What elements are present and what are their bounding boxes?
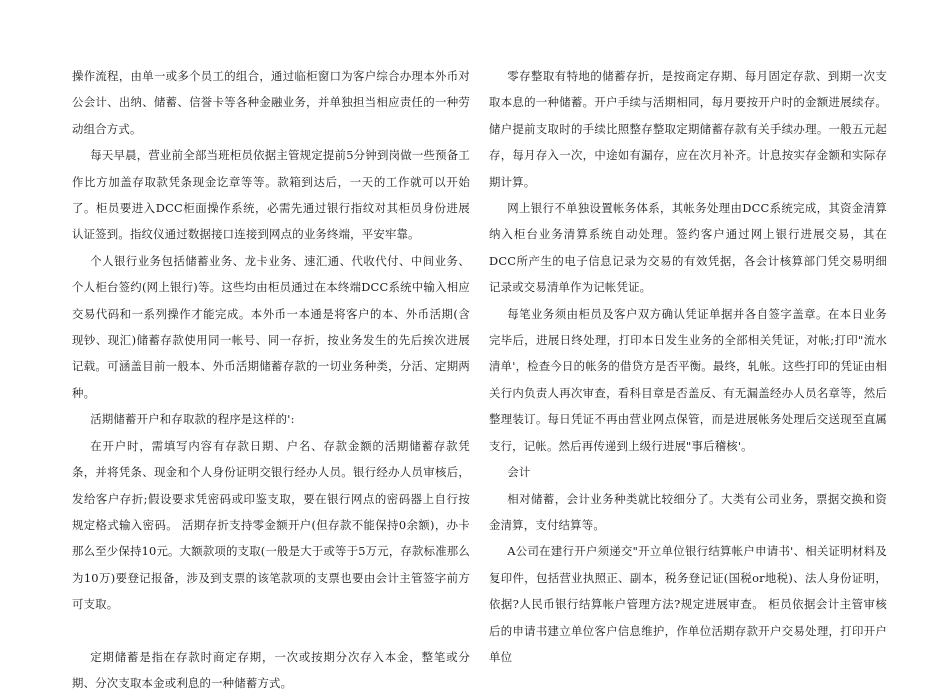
paragraph-current-deposit-intro: 活期储蓄开户和存取款的程序是这样的': [90,412,295,427]
paragraph-accounting-business: 相对储蓄，会计业务种类就比较细分了。大类有公司业务，票据交换和资金清算，支付结算等。 [489,491,887,532]
left-column [72,63,470,696]
paragraph-account-opening: 在开户时，需填写内容有存款日期、户名、存款金额的活期储蓄存款凭条，并将凭条、现金和个人身份证明交银行经办人员。银行经办人员审核后，发给客户存折;假设要求凭密码或印鉴支取，要在银行网点的密码器上自行按规定格式输入密码。 活期存折支持零金额开户(但存款不能保持0余额)，办卡那么至少保持10元。大额款项的支取(一般是大于或等于5万元，存款标准那么为10万)要登记报备，涉及到支票的该笔款项的支票也要由会计主管签字前方可支取。 [72,438,470,612]
paragraph-installment-deposit: 零存整取有特地的储蓄存折，是按商定存期、每月固定存款、到期一次支取本息的一种储蓄。开户手续与活期相同，每月要按开户时的金额进展续存。储户提前支取时的手续比照整存整取定期储蓄存款有关手续办理。一般五元起存，每月存入一次，中途如有漏存，应在次月补齐。计息按实存金额和实际存期计算。 [489,69,887,189]
paragraph-morning-routine: 每天早晨，营业前全部当班柜员依据主管规定提前5分钟到岗做一些预备工作比方加盖存取款凭条现金讫章等等。款箱到达后，一天的工作就可以开始了。柜员要进入DCC柜面操作系统，必需先通过银行指纹对其柜员身份进展认证签到。指纹仪通过数据接口连接到网点的业务终端，平安牢靠。 [72,148,470,242]
section-heading-accounting: 会计 [507,465,531,480]
paragraph-daily-closing: 每笔业务须由柜员及客户双方确认凭证单据并各自签字盖章。在本日业务完毕后，进展日终处理，打印本日发生业务的全部相关凭证，对帐;打印"流水清单'，检查今日的帐务的借贷方是否平衡。最终，轧帐。这些打印的凭证由相关行内负责人再次审查，看科目章是否盖反、有无漏盖经办人员名章等，然后整理装订。每日凭证不再由营业网点保管，而是进展帐务处理后交送现至直属支行，记帐。然后再传递到上级行进展"事后稽核'。 [489,306,887,453]
blank-line [72,618,470,644]
right-column [489,63,887,670]
paragraph-teller-definition: 操作流程，由单一或多个员工的组合，通过临柜窗口为客户综合办理本外币对公会计、出纳、储蓄、信誉卡等各种金融业务，并单独担当相应责任的一种劳动组合方式。 [72,69,470,136]
paragraph-online-banking: 网上银行不单独设置帐务体系，其帐务处理由DCC系统完成，其资金清算纳入柜台业务清算系统自动处理。签约客户通过网上银行进展交易，其在DCC所产生的电子信息记录为交易的有效凭据，各会计核算部门凭交易明细记录或交易清单作为记帐凭证。 [489,201,887,295]
paragraph-personal-banking: 个人银行业务包括储蓄业务、龙卡业务、速汇通、代收代付、中间业务、个人柜台签约(网上银行)等。这些均由柜员通过在本终端DCC系统中输入相应交易代码和一系列操作才能完成。本外币一本通是将客户的本、外币活期(含现钞、现汇)储蓄存款使用同一帐号、同一存折，按业务发生的先后挨次进展记载。可涵盖目前一般本、外币活期储蓄存款的一切业务种类，分活、定期两种。 [72,253,470,400]
paragraph-time-deposit: 定期储蓄是指在存款时商定存期，一次或按期分次存入本金，整笔或分期、分次支取本金或利息的一种储蓄方式。 [72,649,470,690]
paragraph-corporate-account-opening: A公司在建行开户须递交"开立单位银行结算帐户申请书'、相关证明材料及复印件，包括营业执照正、副本，税务登记证(国税or地税)、法人身份证明，依据?人民币银行结算帐户管理方法?规定进展审查。 柜员依据会计主管审核后的申请书建立单位客户信息维护，作单位活期存款开户交易处理，打印开户单位 [489,544,887,664]
